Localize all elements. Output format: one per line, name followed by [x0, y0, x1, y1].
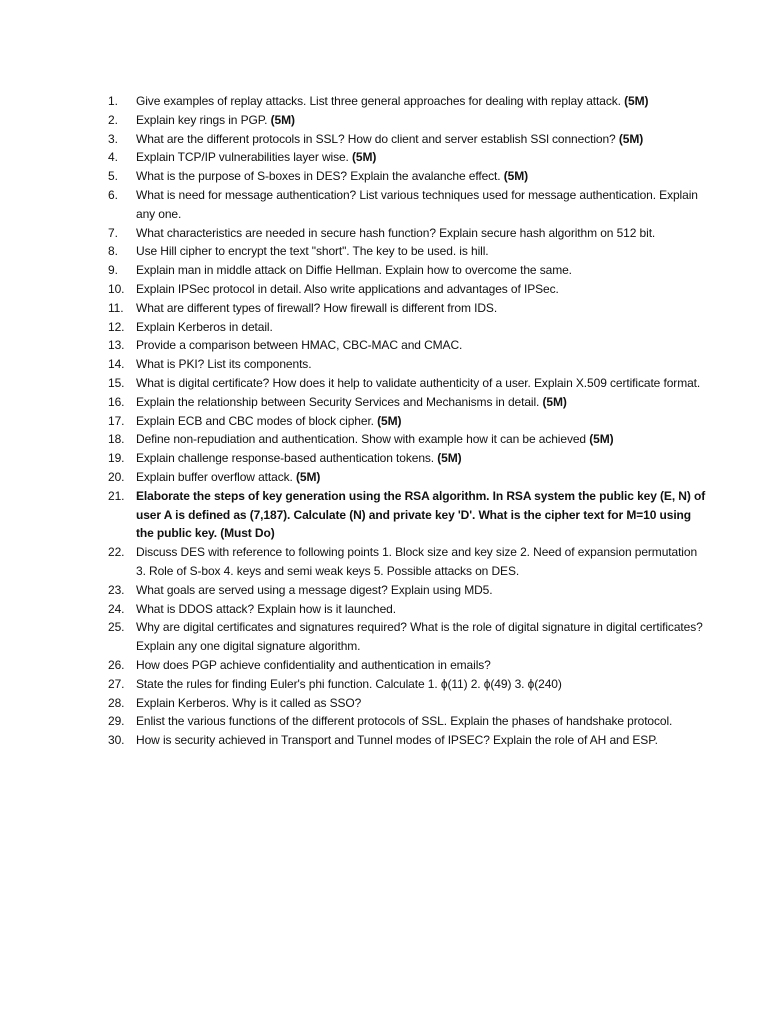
question-number: 8. [108, 244, 118, 259]
marks-label: (5M) [352, 150, 377, 165]
marks-label: (5M) [437, 451, 462, 466]
question-item [108, 318, 708, 337]
question-text-block [136, 430, 708, 449]
question-number: 10. [108, 281, 125, 296]
question-item [108, 92, 708, 111]
question-item [108, 336, 708, 355]
question-item [108, 393, 708, 412]
question-number: 2. [108, 112, 118, 127]
question-text-block [136, 543, 708, 581]
question-number: 22. [108, 545, 125, 560]
question-text-block [136, 336, 708, 355]
marks-label: (5M) [624, 94, 649, 108]
question-text-block [136, 412, 708, 431]
question-text: What are the different protocols in SSL? How do client and server establish SSl connection? [136, 131, 616, 146]
question-number: 19. [108, 451, 125, 466]
question-text: What goals are served using a message digest? Explain using MD5. [136, 582, 493, 597]
marks-label: (5M) [542, 394, 567, 409]
question-text-block [136, 167, 708, 186]
question-text: Elaborate the steps of key generation using the RSA algorithm. In RSA system the public key (E, N) of user A is defined as (7,187). Calculate (N) and private key 'D'. What is the cipher text for M=10 using the public key. (Must Do) [136, 488, 706, 541]
marks-label: (5M) [503, 169, 529, 184]
question-number: 20. [108, 469, 125, 484]
question-item [108, 261, 708, 280]
question-item [108, 468, 708, 487]
question-text: Explain the relationship between Security Services and Mechanisms in detail. [136, 394, 540, 409]
question-number: 17. [108, 413, 125, 428]
question-item [108, 600, 708, 619]
question-text-block [136, 600, 708, 619]
question-number: 24. [108, 601, 125, 616]
question-item [108, 242, 708, 261]
question-text: Explain ECB and CBC modes of block cipher. [136, 413, 374, 428]
question-text: Explain Kerberos in detail. [136, 319, 273, 334]
question-text-block [136, 712, 708, 731]
question-number: 4. [108, 150, 118, 165]
question-item [108, 618, 708, 656]
question-item [108, 130, 708, 149]
question-number: 30. [108, 733, 125, 748]
question-number: 23. [108, 582, 125, 597]
question-text: Why are digital certificates and signatures required? What is the role of digital signature in digital certificates? Explain any one digital signature algorithm. [136, 620, 703, 654]
question-text-block [136, 148, 708, 167]
question-text-block [136, 675, 708, 694]
question-list [108, 92, 708, 750]
question-number: 14. [108, 357, 125, 372]
question-item [108, 224, 708, 243]
question-number: 5. [108, 169, 118, 184]
question-item [108, 280, 708, 299]
question-number: 11. [108, 300, 124, 315]
question-number: 18. [108, 432, 125, 447]
question-number: 13. [108, 338, 125, 353]
question-item [108, 167, 708, 186]
question-item [108, 355, 708, 374]
question-text-block [136, 731, 708, 750]
marks-label: (5M) [296, 469, 321, 484]
question-text: How is security achieved in Transport and Tunnel modes of IPSEC? Explain the role of AH and ESP. [136, 733, 658, 748]
question-text-block [136, 656, 708, 675]
question-text: What is PKI? List its components. [136, 357, 312, 372]
question-text: What is DDOS attack? Explain how is it launched. [136, 601, 396, 616]
question-number: 15. [108, 375, 125, 390]
question-text: What characteristics are needed in secure hash function? Explain secure hash algorithm on 512 bit. [136, 225, 656, 240]
question-item [108, 675, 708, 694]
question-number: 12. [108, 319, 125, 334]
question-text-block [136, 618, 708, 656]
question-text-block [136, 581, 708, 600]
question-item [108, 581, 708, 600]
question-text-block [136, 242, 708, 261]
question-number: 1. [108, 94, 118, 108]
question-text: What is digital certificate? How does it help to validate authenticity of a user. Explain X.509 certificate format. [136, 375, 701, 390]
question-number: 3. [108, 131, 118, 146]
question-item [108, 487, 708, 543]
question-text: Provide a comparison between HMAC, CBC-MAC and CMAC. [136, 338, 463, 353]
question-text: How does PGP achieve confidentiality and authentication in emails? [136, 657, 491, 672]
question-item [108, 449, 708, 468]
question-text: Explain challenge response-based authentication tokens. [136, 451, 435, 466]
question-text: Enlist the various functions of the different protocols of SSL. Explain the phases of handshake protocol. [136, 714, 673, 729]
question-text-block [136, 374, 708, 393]
question-number: 29. [108, 714, 125, 729]
question-text: What is the purpose of S-boxes in DES? Explain the avalanche effect. [136, 169, 501, 184]
question-text-block [136, 111, 708, 130]
question-text: Discuss DES with reference to following points 1. Block size and key size 2. Need of expansion permutation 3. Role of S-box 4. keys and semi weak keys 5. Possible attacks on DES. [136, 545, 698, 578]
question-text-block [136, 393, 708, 412]
question-text: Explain Kerberos. Why is it called as SSO? [136, 695, 362, 710]
question-text-block [136, 355, 708, 374]
question-text-block [136, 318, 708, 337]
question-number: 28. [108, 695, 125, 710]
question-text-block [136, 280, 708, 299]
marks-label: (5M) [589, 432, 614, 447]
question-text: Explain man in middle attack on Diffie Hellman. Explain how to overcome the same. [136, 263, 572, 278]
question-text: Explain IPSec protocol in detail. Also write applications and advantages of IPSec. [136, 281, 559, 296]
question-text: Use Hill cipher to encrypt the text "short". The key to be used. is hill. [136, 244, 489, 259]
question-text-block [136, 299, 708, 318]
question-text-block [136, 130, 708, 149]
question-number: 21. [108, 488, 125, 503]
question-number: 6. [108, 187, 118, 202]
question-item [108, 186, 708, 224]
question-item [108, 694, 708, 713]
question-number: 7. [108, 225, 118, 240]
question-item [108, 543, 708, 581]
question-item [108, 412, 708, 431]
question-item [108, 374, 708, 393]
question-text: Define non-repudiation and authentication. Show with example how it can be achieved [136, 432, 586, 447]
question-number: 27. [108, 676, 125, 691]
question-text-block [136, 468, 708, 487]
question-text: Give examples of replay attacks. List three general approaches for dealing with replay attack. [136, 94, 621, 108]
question-text: Explain key rings in PGP. [136, 112, 268, 127]
marks-label: (5M) [618, 131, 644, 146]
question-text-block [136, 261, 708, 280]
question-number: 9. [108, 263, 118, 278]
question-text-block [136, 224, 708, 243]
question-item [108, 299, 708, 318]
marks-label: (5M) [270, 112, 295, 127]
question-text: What are different types of firewall? How firewall is different from IDS. [136, 300, 498, 315]
question-text-block [136, 694, 708, 713]
question-number: 26. [108, 657, 125, 672]
question-text: What is need for message authentication? List various techniques used for message authentication. Explain any one. [136, 187, 698, 221]
question-item [108, 111, 708, 130]
question-text-block [136, 92, 708, 111]
question-number: 25. [108, 620, 125, 635]
question-text: Explain TCP/IP vulnerabilities layer wise. [136, 150, 349, 165]
question-item [108, 656, 708, 675]
question-item [108, 148, 708, 167]
question-text-block [136, 449, 708, 468]
question-number: 16. [108, 394, 125, 409]
question-text: Explain buffer overflow attack. [136, 469, 293, 484]
question-text: State the rules for finding Euler's phi function. Calculate 1. ϕ(11) 2. ϕ(49) 3. ϕ(240) [136, 676, 562, 691]
question-text-block [136, 487, 708, 543]
question-text-block [136, 186, 708, 224]
question-item [108, 430, 708, 449]
marks-label: (5M) [377, 413, 402, 428]
question-item [108, 731, 708, 750]
question-item [108, 712, 708, 731]
